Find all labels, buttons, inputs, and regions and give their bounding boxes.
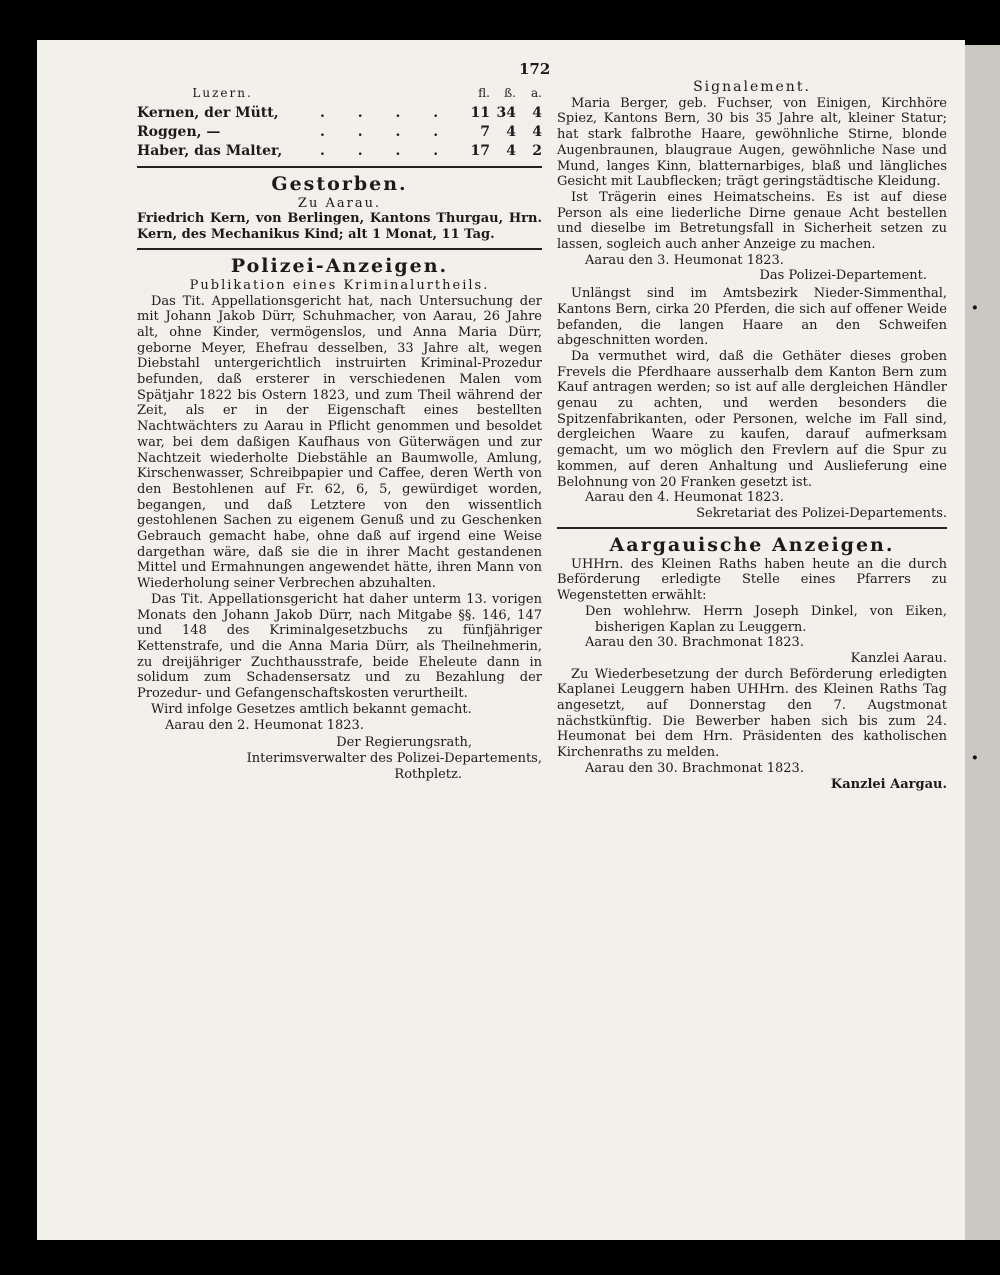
police-date: Aarau den 2. Heumonat 1823. [165, 717, 364, 733]
deaths-heading: Gestorben. [271, 172, 408, 195]
horses-date: Aarau den 4. Heumonat 1823. [585, 490, 784, 506]
police-signature [137, 735, 542, 782]
price-a: 4 [532, 123, 542, 140]
table-row [137, 104, 542, 123]
price-fl: 11 [470, 104, 490, 121]
deaths-place: Zu Aarau. [297, 195, 382, 211]
price-s: 34 [496, 104, 516, 121]
market-header-row [137, 86, 542, 104]
aargau-signature: Kanzlei Aargau. [830, 776, 947, 792]
signalement-heading: Signalement. [693, 79, 811, 95]
table-row [137, 142, 542, 161]
police-heading: Polizei-Anzeigen. [230, 254, 449, 277]
aargau-paragraph: Zu Wiederbesetzung der durch Beförderung erledigten Kaplanei Leuggern haben UHHrn. des Kleinen Raths Tag angesetzt, auf Donnerstag den 7. Augstmonat nächstkünftig. Die Bewerber haben sich bis zum 24. Heumonat bei dem Hrn. Präsidenten des katholischen Kirchenraths zu melden. [557, 666, 947, 761]
police-sig-line3: Rothpletz. [394, 766, 462, 782]
police-subheading: Publikation eines Kriminalurtheils. [189, 277, 490, 293]
price-item: Kernen, der Mütt, [137, 104, 279, 121]
divider [557, 527, 947, 529]
table-row [137, 123, 542, 142]
price-dots: . . . . [320, 142, 453, 159]
price-a: 4 [532, 104, 542, 121]
police-sig-line1: Der Regierungsrath, [336, 735, 472, 751]
price-dots: . . . . [320, 104, 453, 121]
aargau-signature: Kanzlei Aarau. [850, 650, 947, 666]
price-item: Haber, das Malter, [137, 142, 283, 159]
price-s: 4 [506, 142, 516, 159]
price-fl: 17 [470, 142, 490, 159]
aargau-date: Aarau den 30. Brachmonat 1823. [585, 635, 804, 651]
price-s: 4 [506, 123, 516, 140]
police-paragraph: Das Tit. Appellationsgericht hat, nach Untersuchung der mit Johann Jakob Dürr, Schuhmacher, von Aarau, 26 Jahre alt, ohne Kinder, vermögenslos, und Anna Maria Dürr, geborne Meyer, Ehefrau desselben, 33 Jahre alt, wegen Diebstahl untergerichtlich instruirten Kriminal-Prozedur befunden, daß ersterer in verschiedenen Malen vom Spätjahr 1822 bis Ostern 1823, und zum Theil während der Zeit, als er in der Eigenschaft eines bestellten Nachtwächters zu Aarau in Pflicht genommen und besoldet war, bei dem daßigen Kaufhaus von Güterwägen und zur Nachtzeit wiederholte Diebstähle an Baumwolle, Amlung, Kirschenwasser, Schreibpapier und Caffee, deren Werth von den Bestohlenen auf Fr. 62, 6, 5, gewürdiget worden, begangen, und daß Letztere von den wissentlich gestohlenen Sachen zu eigenem Genuß und zu Geschenken Gebrauch gemacht habe, ohne daß auf irgend eine Weise dargethan wäre, daß sie die in ihrer Macht gestandenen Mittel und Ermahnungen angewendet hätte, ihren Mann von Wiederholung seiner Verbrechen abzuhalten. [137, 293, 542, 592]
price-dots: . . . . [320, 123, 453, 140]
page-number: 172 [519, 60, 551, 78]
police-notice: Wird infolge Gesetzes amtlich bekannt gemacht. [151, 701, 472, 717]
aargau-heading: Aargauische Anzeigen. [609, 533, 895, 556]
police-paragraph: Das Tit. Appellationsgericht hat daher unterm 13. vorigen Monats den Johann Jakob Dürr, nach Mitgabe §§. 146, 147 und 148 des Kriminalgesetzbuchs zu fünfjähriger Kettenstrafe, und die Anna Maria Dürr, als Theilnehmerin, zu dreijähriger Zuchthausstrafe, beide Eheleute dann in solidum zum Schadensersatz und zu Bezahlung der Prozedur- und Gefangenschaftskosten verurtheilt. [137, 591, 542, 702]
signalement-signature: Das Polizei-Departement. [759, 268, 927, 284]
price-item: Roggen, — [137, 123, 221, 140]
divider [137, 248, 542, 250]
left-column [137, 86, 542, 782]
price-fl: 7 [480, 123, 490, 140]
horses-signature: Sekretariat des Polizei-Departements. [696, 505, 947, 521]
right-column [557, 76, 947, 792]
aargau-appointee: Den wohlehrw. Herrn Joseph Dinkel, von Eiken, bisherigen Kaplan zu Leuggern. [585, 603, 947, 635]
horses-paragraph: Unlängst sind im Amtsbezirk Nieder-Simmenthal, Kantons Bern, cirka 20 Pferden, die sich auf offener Weide befanden, die langen Haare an den Schweifen abgeschnitten worden. [557, 286, 947, 349]
signalement-paragraph: Maria Berger, geb. Fuchser, von Einigen, Kirchhöre Spiez, Kantons Bern, 30 bis 35 Jahre alt, kleiner Statur; hat stark falbrothe Haare, gewöhnliche Stirne, blonde Augenbraunen, blaugraue Augen, gewöhnliche Nase und Mund, langes Kinn, blatternarbiges, blaß und längliches Gesicht mit Laubflecken; trägt geringstädtische Kleidung. [557, 95, 947, 190]
divider [137, 166, 542, 168]
aargau-date: Aarau den 30. Brachmonat 1823. [585, 760, 804, 776]
col-header-a: a. [531, 86, 542, 100]
edge-mark: · [971, 295, 979, 321]
horses-paragraph: Da vermuthet wird, daß die Gethäter dieses groben Frevels die Pferdhaare ausserhalb dem Kanton Bern zum Kauf antragen werden; so ist auf alle dergleichen Händler genau zu achten, und werden besonders die Spitzenfabrikanten, oder Personen, welche im Fall sind, dergleichen Waare zu kaufen, darauf aufmerksam gemacht, um wo möglich den Frevlern auf die Spur zu kommen, auf deren Anhaltung und Auslieferung eine Belohnung von 20 Franken gesetzt ist. [557, 348, 947, 490]
adjacent-page-edge [965, 45, 1000, 1240]
market-price-table [137, 86, 542, 161]
col-header-s: ß. [504, 86, 516, 100]
price-a: 2 [532, 142, 542, 159]
market-place: Luzern. [192, 86, 253, 100]
aargau-paragraph: UHHrn. des Kleinen Raths haben heute an die durch Beförderung erledigte Stelle eines Pfarrers zu Wegenstetten erwählt: [557, 556, 947, 604]
police-sig-line2: Interimsverwalter des Polizei-Departements, [246, 750, 542, 766]
edge-mark: · [971, 745, 979, 771]
col-header-fl: fl. [478, 86, 490, 100]
signalement-date: Aarau den 3. Heumonat 1823. [585, 252, 784, 268]
deaths-entry: Friedrich Kern, von Berlingen, Kantons Thurgau, Hrn. Kern, des Mechanikus Kind; alt 1 Monat, 11 Tag. [137, 211, 542, 243]
signalement-paragraph: Ist Trägerin eines Heimatscheins. Es ist auf diese Person als eine liederliche Dirne genaue Acht bestellen und dieselbe im Betretungsfall in Sicherheit setzen zu lassen, sogleich auch anher Anzeige zu machen. [557, 189, 947, 253]
newspaper-page [37, 40, 965, 1240]
